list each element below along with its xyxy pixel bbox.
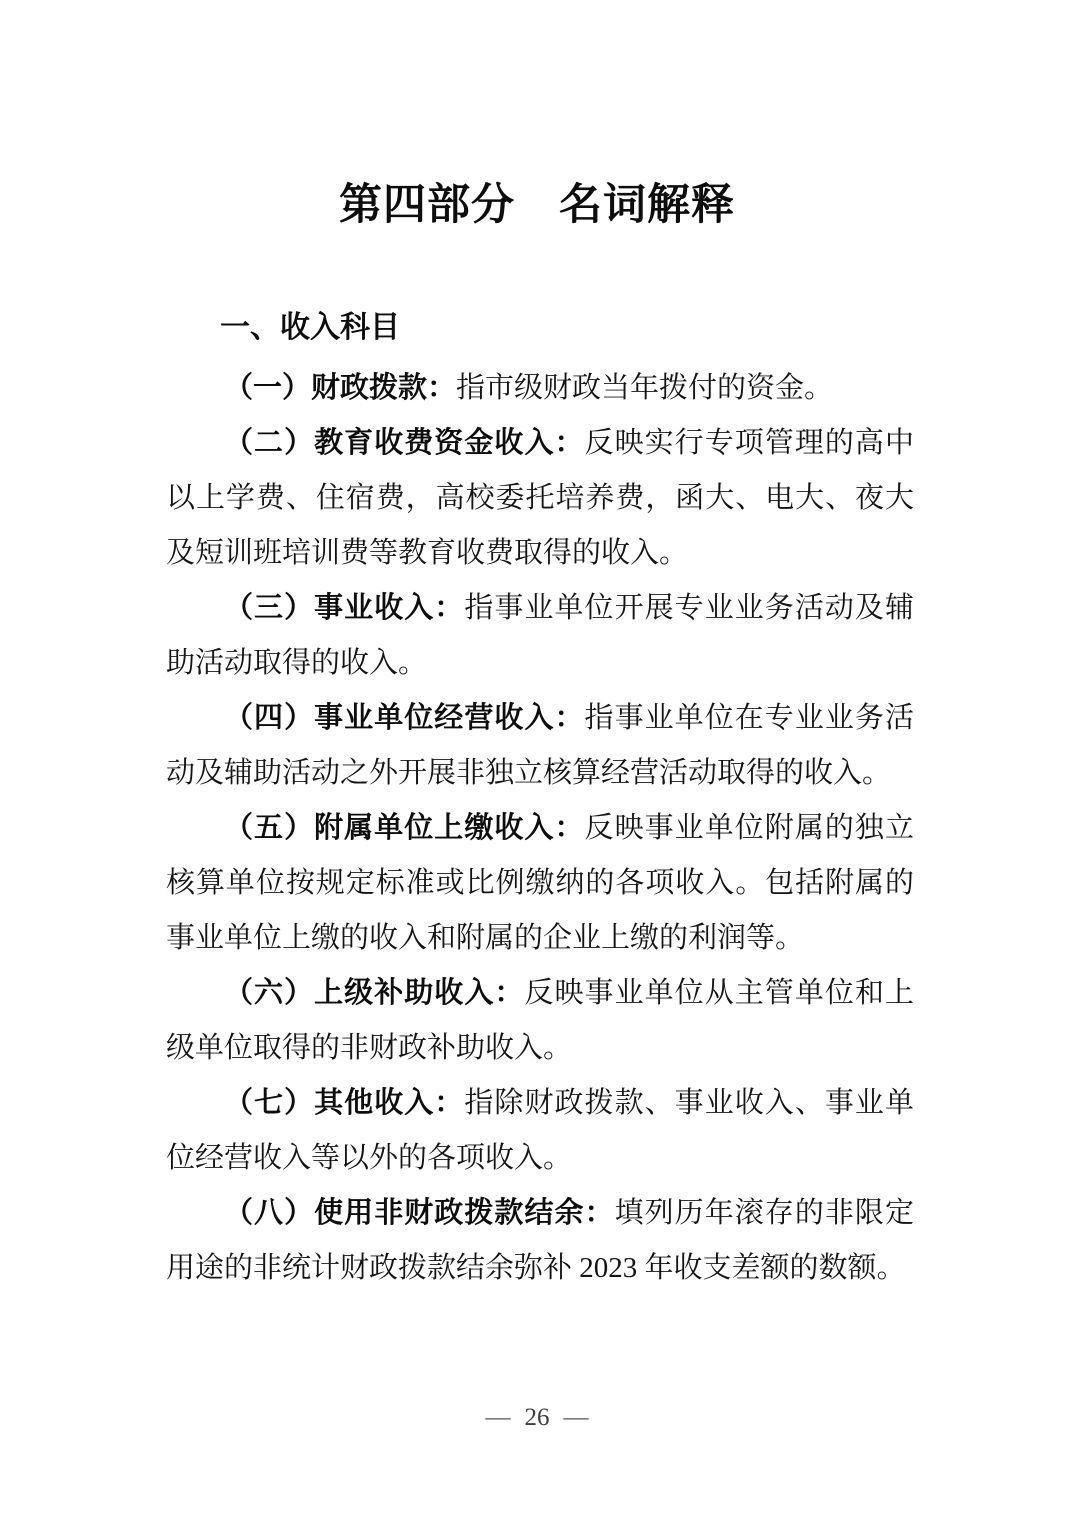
glossary-item-2 <box>166 416 914 581</box>
glossary-item-7 <box>166 1076 914 1186</box>
footer-dash-right: — <box>563 1404 589 1431</box>
item-definition: 填列历年滚存的非限定用途的非统计财政拨款结余弥补 2023 年收支差额的数额。 <box>166 1197 914 1284</box>
item-definition: 反映事业单位从主管单位和上级单位取得的非财政补助收入。 <box>166 977 914 1064</box>
item-term-label: （七）其他收入： <box>224 1087 465 1119</box>
item-term-label: （四）事业单位经营收入： <box>224 702 585 734</box>
item-term-label: （六）上级补助收入： <box>224 977 525 1009</box>
page-footer <box>0 1398 1074 1438</box>
glossary-item-4 <box>166 691 914 801</box>
item-term-label: （五）附属单位上缴收入： <box>224 812 585 844</box>
item-definition: 反映事业单位附属的独立核算单位按规定标准或比例缴纳的各项收入。包括附属的事业单位上缴的收入和附属的企业上缴的利润等。 <box>166 812 914 954</box>
glossary-item-5 <box>166 801 914 966</box>
glossary-item-3 <box>166 581 914 691</box>
item-term-label: （一）财政拨款： <box>224 372 457 404</box>
glossary-item-1 <box>166 361 914 416</box>
item-term-label: （八）使用非财政拨款结余： <box>224 1197 615 1229</box>
document-title: 第四部分 名词解释 <box>339 182 735 229</box>
glossary-item-8 <box>166 1186 914 1296</box>
item-definition: 反映实行专项管理的高中以上学费、住宿费，高校委托培养费，函大、电大、夜大及短训班培训费等教育收费取得的收入。 <box>166 427 914 569</box>
glossary-item-6 <box>166 966 914 1076</box>
item-term-label: （三）事业收入： <box>224 592 465 624</box>
page-number: 26 <box>524 1404 550 1431</box>
item-definition: 指除财政拨款、事业收入、事业单位经营收入等以外的各项收入。 <box>166 1087 914 1174</box>
item-definition: 指市级财政当年拨付的资金。 <box>456 372 834 404</box>
section-heading-income-subjects: 一、收入科目 <box>220 311 400 344</box>
item-definition: 指事业单位在专业业务活动及辅助活动之外开展非独立核算经营活动取得的收入。 <box>166 702 914 789</box>
item-term-label: （二）教育收费资金收入： <box>224 427 585 459</box>
footer-dash-left: — <box>485 1404 511 1431</box>
document-body <box>166 300 914 1296</box>
item-definition: 指事业单位开展专业业务活动及辅助活动取得的收入。 <box>166 592 914 679</box>
